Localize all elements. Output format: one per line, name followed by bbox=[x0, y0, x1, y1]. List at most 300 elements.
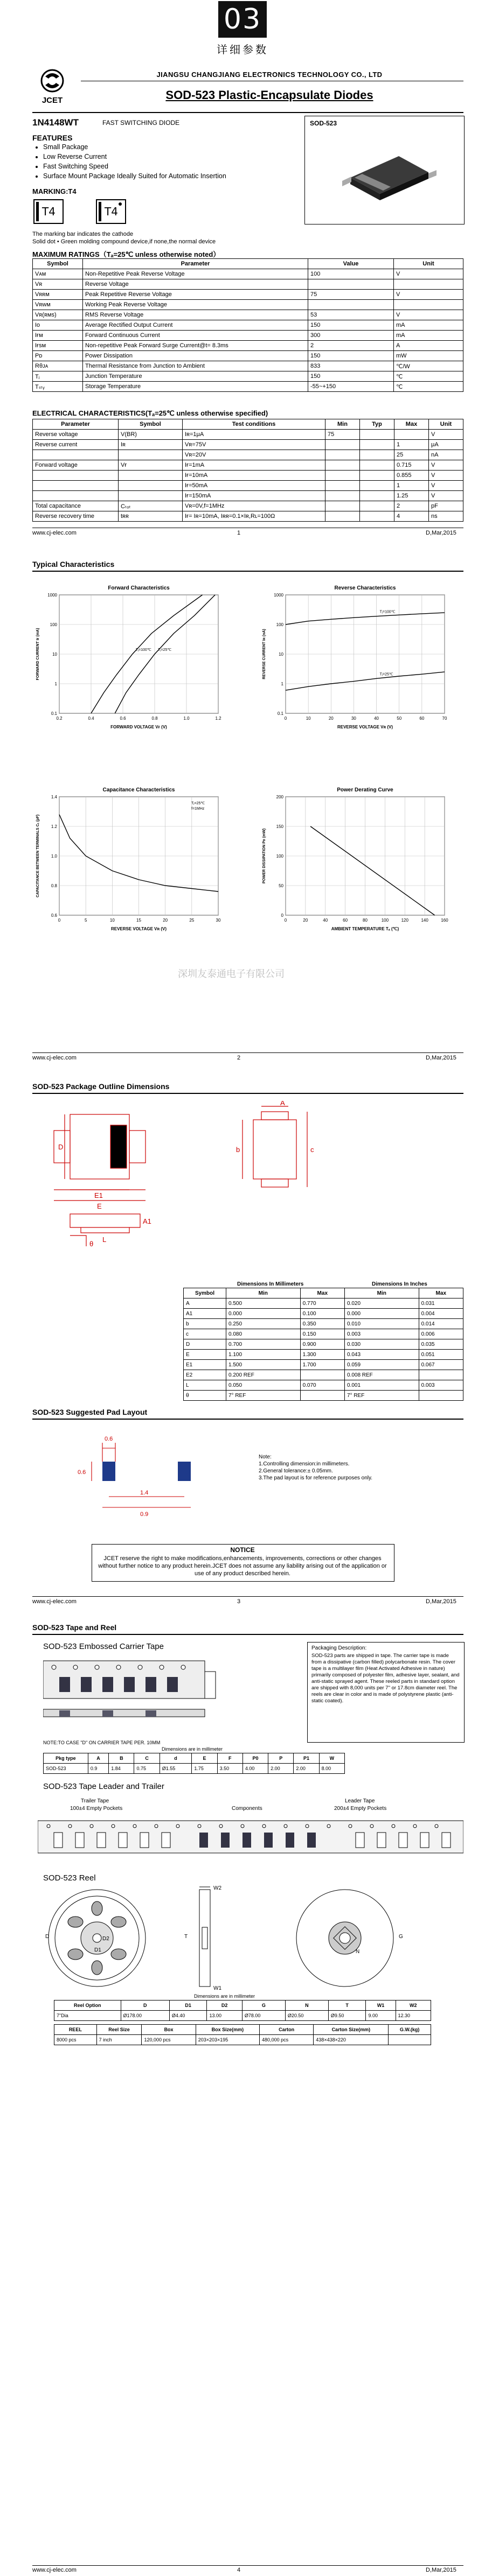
pad-dim: 1.4 bbox=[140, 1490, 149, 1496]
leader-sub: 200±4 Empty Pockets bbox=[334, 1806, 387, 1812]
feature-item: • Small Package bbox=[43, 142, 226, 152]
dim-label: L bbox=[102, 1236, 107, 1244]
table-cell: 150 bbox=[308, 351, 394, 361]
table-cell: 7° REF bbox=[344, 1391, 419, 1401]
table-cell: 0.000 bbox=[344, 1309, 419, 1319]
table-cell bbox=[389, 2035, 431, 2045]
tape-dim-header: Dimensions are in millimeter bbox=[162, 1746, 223, 1752]
max-rating-row bbox=[33, 382, 463, 392]
table-cell: Reel Option bbox=[54, 2001, 121, 2011]
logo-badge: 03 bbox=[218, 1, 267, 38]
x-tick-label: 0 bbox=[58, 918, 61, 923]
table-cell: 1.100 bbox=[226, 1350, 301, 1360]
reel-dim: W1 bbox=[213, 1985, 221, 1991]
leader-label: Leader Tape bbox=[345, 1798, 375, 1804]
pad-layout-drawing bbox=[70, 1432, 242, 1524]
table-cell: 75 bbox=[325, 430, 360, 440]
dim-label: E bbox=[97, 1202, 102, 1210]
table-cell: 0.855 bbox=[394, 471, 429, 481]
table-cell: 0.004 bbox=[419, 1309, 463, 1319]
y-axis-label: REVERSE CURRENT Iʀ (nA) bbox=[262, 629, 266, 679]
table-cell: D1 bbox=[169, 2001, 207, 2011]
table-cell: Vғ bbox=[119, 460, 183, 471]
table-cell: 1.500 bbox=[226, 1360, 301, 1370]
leader-trailer-drawing bbox=[38, 1815, 463, 1864]
table-cell: 8.00 bbox=[319, 1764, 344, 1774]
max-rating-row bbox=[33, 351, 463, 361]
table-cell: mA bbox=[394, 320, 463, 331]
x-tick-label: 140 bbox=[421, 918, 428, 923]
table-cell: ns bbox=[429, 511, 463, 522]
table-cell: 100 bbox=[308, 269, 394, 279]
y-axis-label: CAPACITANCE BETWEEN TERMINALS Cₜ (pF) bbox=[36, 815, 40, 897]
elec-char-table: Parameter Symbol Test conditions Min Typ Max Unit Reverse voltage V(BR) Iʀ=1μA 75 V Reverse current Iʀ Vʀ=75V 1 μA Vʀ=20V 25 nA Forward voltage Vғ Iғ=1mA 0.715 V Iғ=10mA 0.855 V Iғ=50mA 1 V Iғ=150mA 1.25 V Total capacitance Cₜₒₜ Vʀ=0V,f=1MHz 2 pF Reverse recovery time tʀʀ Iғ= Iʀ=10mA, Iʀʀ=0.1×Iʀ,Rʟ=100Ω 4 ns bbox=[32, 419, 463, 522]
elec-char-row bbox=[33, 491, 463, 501]
table-cell: V bbox=[429, 430, 463, 440]
table-cell: Cₜₒₜ bbox=[119, 501, 183, 511]
table-cell: Pᴅ bbox=[33, 351, 83, 361]
table-cell bbox=[360, 501, 394, 511]
x-tick-label: 0.4 bbox=[88, 716, 94, 721]
table-cell: Non-Repetitive Peak Reverse Voltage bbox=[83, 269, 308, 279]
outline-dim-row bbox=[184, 1339, 463, 1350]
x-tick-label: 80 bbox=[363, 918, 368, 923]
table-cell: 0.250 bbox=[226, 1319, 301, 1329]
table-cell: G bbox=[242, 2001, 285, 2011]
dim-label: A bbox=[280, 1101, 285, 1107]
table-cell: ℃ bbox=[394, 382, 463, 392]
y-tick-label: 0.1 bbox=[277, 711, 283, 716]
table-cell: 0.030 bbox=[344, 1339, 419, 1350]
table-cell: mA bbox=[394, 331, 463, 341]
table-cell: A bbox=[88, 1753, 108, 1764]
outline-dim-row bbox=[184, 1370, 463, 1380]
table-cell bbox=[119, 471, 183, 481]
chart-title: Capacitance Characteristics bbox=[102, 787, 175, 793]
table-cell: 4.00 bbox=[242, 1764, 268, 1774]
reel-dim: D1 bbox=[94, 1947, 101, 1953]
dim-label: A1 bbox=[143, 1217, 151, 1225]
x-tick-label: 20 bbox=[328, 716, 334, 721]
table-cell bbox=[394, 430, 429, 440]
forward-characteristics-chart bbox=[32, 581, 226, 738]
x-tick-label: 0.2 bbox=[56, 716, 63, 721]
table-cell: SOD-523 bbox=[44, 1764, 88, 1774]
table-cell: Total capacitance bbox=[33, 501, 119, 511]
elec-char-row bbox=[33, 481, 463, 491]
table-cell: 1.75 bbox=[192, 1764, 217, 1774]
outline-dim-row bbox=[184, 1319, 463, 1329]
x-tick-label: 40 bbox=[374, 716, 379, 721]
power-derating-chart bbox=[259, 783, 453, 939]
table-cell: 480,000 pcs bbox=[260, 2035, 314, 2045]
footer-date: D,Mar,2015 bbox=[426, 530, 456, 536]
table-cell: T bbox=[328, 2001, 366, 2011]
table-cell: 833 bbox=[308, 361, 394, 371]
table-cell: Vʀʀᴍ bbox=[33, 290, 83, 300]
table-cell: P1 bbox=[294, 1753, 319, 1764]
table-cell: Forward voltage bbox=[33, 460, 119, 471]
table-cell: Ø1.55 bbox=[160, 1764, 192, 1774]
trailer-label: Trailer Tape bbox=[81, 1798, 109, 1804]
table-cell: 4 bbox=[394, 511, 429, 522]
table-cell: A bbox=[184, 1298, 226, 1309]
y-tick-label: 50 bbox=[279, 883, 283, 888]
elec-char-row bbox=[33, 471, 463, 481]
table-cell: W bbox=[319, 1753, 344, 1764]
table-cell: 0.75 bbox=[134, 1764, 160, 1774]
table-cell bbox=[33, 450, 119, 460]
elec-char-row bbox=[33, 450, 463, 460]
chart-annotation: Tⱼ=25℃ bbox=[191, 802, 205, 805]
table-cell: 0.900 bbox=[300, 1339, 344, 1350]
outline-dim-row bbox=[184, 1298, 463, 1309]
table-cell: Ø78.00 bbox=[242, 2011, 285, 2021]
table-cell: 0.067 bbox=[419, 1360, 463, 1370]
y-tick-label: 150 bbox=[276, 824, 283, 829]
table-cell: G.W.(kg) bbox=[389, 2025, 431, 2035]
table-cell: L bbox=[184, 1380, 226, 1391]
y-tick-label: 1.2 bbox=[51, 824, 57, 829]
y-tick-label: 1 bbox=[281, 682, 283, 686]
table-cell: μA bbox=[429, 440, 463, 450]
pad-notes: Note: 1.Controlling dimension:in millimeters. 2.General tolerance:± 0.05mm. 3.The pad layout is for reference purposes only. bbox=[259, 1454, 373, 1481]
trailer-sub: 100±4 Empty Pockets bbox=[70, 1806, 123, 1812]
table-cell: 7 inch bbox=[96, 2035, 142, 2045]
x-tick-label: 30 bbox=[216, 918, 221, 923]
table-cell bbox=[33, 491, 119, 501]
table-cell: Box bbox=[142, 2025, 196, 2035]
jcet-logo-icon bbox=[31, 69, 73, 99]
logo-subtitle: 详细参数 bbox=[217, 43, 268, 56]
table-cell: V(BR) bbox=[119, 430, 183, 440]
table-cell: 0.200 REF bbox=[226, 1370, 301, 1380]
series-line bbox=[286, 613, 445, 624]
x-tick-label: 30 bbox=[351, 716, 356, 721]
marking-code: T4 bbox=[105, 205, 118, 218]
table-cell: 1 bbox=[394, 481, 429, 491]
x-tick-label: 20 bbox=[303, 918, 308, 923]
chart-annotation: f=1MHz bbox=[191, 807, 205, 811]
table-cell bbox=[419, 1391, 463, 1401]
table-cell bbox=[419, 1370, 463, 1380]
table-cell: 2 bbox=[308, 341, 394, 351]
part-description: FAST SWITCHING DIODE bbox=[102, 119, 180, 127]
elec-char-row bbox=[33, 430, 463, 440]
table-cell: 0.051 bbox=[419, 1350, 463, 1360]
footer-page: 4 bbox=[237, 2567, 241, 2573]
y-tick-label: 10 bbox=[52, 652, 57, 657]
x-tick-label: 10 bbox=[109, 918, 115, 923]
table-cell: 0.059 bbox=[344, 1360, 419, 1370]
table-cell: 0.031 bbox=[419, 1298, 463, 1309]
table-cell bbox=[360, 491, 394, 501]
table-cell bbox=[308, 300, 394, 310]
table-cell: Ø4.40 bbox=[169, 2011, 207, 2021]
table-cell: Iғ=1mA bbox=[183, 460, 325, 471]
max-ratings-heading: MAXIMUM RATINGS（Tₐ=25℃ unless otherwise noted） bbox=[32, 250, 220, 258]
notice-title: NOTICE bbox=[230, 1546, 255, 1554]
dim-label: c bbox=[310, 1146, 314, 1154]
pad-dim: 0.6 bbox=[78, 1469, 86, 1476]
features-list bbox=[32, 142, 226, 181]
reel-dim: D bbox=[45, 1934, 50, 1940]
table-cell bbox=[325, 501, 360, 511]
table-cell: Pkg type bbox=[44, 1753, 88, 1764]
table-cell: d bbox=[160, 1753, 192, 1764]
table-cell: Iғ= Iʀ=10mA, Iʀʀ=0.1×Iʀ,Rʟ=100Ω bbox=[183, 511, 325, 522]
table-cell bbox=[360, 440, 394, 450]
x-axis-label: REVERSE VOLTAGE Vʀ (V) bbox=[110, 926, 167, 931]
reel-dim-header: Dimensions are in millimeter bbox=[194, 1994, 255, 1999]
table-cell: ℃ bbox=[394, 371, 463, 382]
footer-site[interactable]: www.cj-elec.com bbox=[32, 1598, 77, 1605]
capacitance-chart bbox=[32, 783, 226, 939]
table-cell: 13.00 bbox=[207, 2011, 242, 2021]
marking-note: The marking bar indicates the cathode Solid dot • Green molding compound device,if none,the normal device bbox=[32, 231, 216, 245]
footer-date: D,Mar,2015 bbox=[426, 1055, 456, 1061]
table-cell: Ø178.00 bbox=[121, 2011, 169, 2021]
footer-site[interactable]: www.cj-elec.com bbox=[32, 530, 77, 536]
table-cell: Carton bbox=[260, 2025, 314, 2035]
table-cell: Vʀ bbox=[33, 279, 83, 290]
table-cell: E bbox=[192, 1753, 217, 1764]
series-label: Tⱼ=100℃ bbox=[379, 610, 396, 614]
table-cell: c bbox=[184, 1329, 226, 1339]
elec-char-row bbox=[33, 511, 463, 522]
footer-date: D,Mar,2015 bbox=[426, 2567, 456, 2573]
features-heading: FEATURES bbox=[32, 134, 73, 142]
table-cell: 1.700 bbox=[300, 1360, 344, 1370]
x-tick-label: 15 bbox=[136, 918, 141, 923]
table-cell: E2 bbox=[184, 1370, 226, 1380]
carrier-tape-table bbox=[43, 1753, 345, 1774]
table-cell: D bbox=[121, 2001, 169, 2011]
table-cell: 0.500 bbox=[226, 1298, 301, 1309]
footer-site[interactable]: www.cj-elec.com bbox=[32, 2567, 77, 2573]
table-cell: V bbox=[429, 491, 463, 501]
table-cell: 0.020 bbox=[344, 1298, 419, 1309]
table-cell: 7° REF bbox=[226, 1391, 301, 1401]
series-label: Tⱼ=100℃ bbox=[135, 648, 151, 652]
table-cell bbox=[325, 471, 360, 481]
table-cell bbox=[394, 300, 463, 310]
table-cell: A1 bbox=[184, 1309, 226, 1319]
table-cell: Peak Repetitive Reverse Voltage bbox=[83, 290, 308, 300]
table-cell: Iʀ bbox=[119, 440, 183, 450]
reel-dim: D2 bbox=[102, 1936, 109, 1942]
table-cell: 0.350 bbox=[300, 1319, 344, 1329]
x-tick-label: 5 bbox=[84, 918, 87, 923]
outline-dim-row bbox=[184, 1380, 463, 1391]
y-tick-label: 1.0 bbox=[51, 854, 57, 859]
table-cell: Iғᴍ bbox=[33, 331, 83, 341]
x-tick-label: 120 bbox=[401, 918, 408, 923]
y-axis-label: FORWARD CURRENT Iғ (mA) bbox=[36, 628, 40, 680]
table-cell: Tⱼ bbox=[33, 371, 83, 382]
table-cell: C bbox=[134, 1753, 160, 1764]
x-tick-label: 0 bbox=[284, 918, 287, 923]
max-rating-row bbox=[33, 269, 463, 279]
components-label: Components bbox=[232, 1806, 262, 1812]
footer-page: 1 bbox=[237, 530, 241, 536]
table-cell: V bbox=[429, 481, 463, 491]
outline-dim-row bbox=[184, 1360, 463, 1370]
table-cell: Iғѕᴍ bbox=[33, 341, 83, 351]
table-cell: Vʀ=0V,f=1MHz bbox=[183, 501, 325, 511]
watermark: 深圳友泰通电子有限公司 bbox=[178, 968, 285, 980]
reel-dimensions-table bbox=[54, 2000, 431, 2021]
y-tick-label: 1 bbox=[54, 682, 57, 686]
table-cell: 75 bbox=[308, 290, 394, 300]
table-cell: 0.014 bbox=[419, 1319, 463, 1329]
table-cell: 0.003 bbox=[419, 1380, 463, 1391]
package-box-title: SOD-523 bbox=[310, 120, 337, 127]
table-cell: D2 bbox=[207, 2001, 242, 2011]
table-cell: nA bbox=[429, 450, 463, 460]
y-axis-label: POWER DISSIPATION Pᴅ (mW) bbox=[262, 828, 266, 884]
table-cell bbox=[325, 450, 360, 460]
y-tick-label: 10 bbox=[279, 652, 283, 657]
reel-dim: T bbox=[184, 1934, 188, 1940]
max-rating-row bbox=[33, 341, 463, 351]
table-cell: b bbox=[184, 1319, 226, 1329]
pad-dim: 0.9 bbox=[140, 1511, 149, 1518]
reverse-characteristics-chart bbox=[259, 581, 453, 738]
green-dot-icon bbox=[119, 202, 122, 206]
reel-title: SOD-523 Reel bbox=[43, 1873, 96, 1883]
table-cell: F bbox=[217, 1753, 242, 1764]
marking-diagram-green bbox=[96, 199, 126, 224]
table-cell: 0.700 bbox=[226, 1339, 301, 1350]
y-tick-label: 1.4 bbox=[51, 795, 57, 799]
table-cell: Reel Size bbox=[96, 2025, 142, 2035]
table-cell: B bbox=[109, 1753, 134, 1764]
max-rating-row bbox=[33, 300, 463, 310]
table-cell: Reverse recovery time bbox=[33, 511, 119, 522]
table-cell: 53 bbox=[308, 310, 394, 320]
y-tick-label: 0.8 bbox=[51, 883, 57, 888]
pad-dim: 0.6 bbox=[105, 1436, 113, 1442]
table-cell: V bbox=[429, 471, 463, 481]
table-cell: Iᴏ bbox=[33, 320, 83, 331]
table-cell bbox=[325, 481, 360, 491]
table-cell: 7"Dia bbox=[54, 2011, 121, 2021]
table-cell: 0.9 bbox=[88, 1764, 108, 1774]
table-cell: 0.100 bbox=[300, 1309, 344, 1319]
x-axis-label: REVERSE VOLTAGE Vʀ (V) bbox=[337, 725, 393, 729]
table-cell: 0.000 bbox=[226, 1309, 301, 1319]
reel-dim: N bbox=[356, 1949, 360, 1955]
marking-diagram-normal bbox=[33, 199, 64, 224]
y-tick-label: 200 bbox=[276, 795, 283, 799]
x-tick-label: 50 bbox=[397, 716, 402, 721]
table-cell bbox=[33, 471, 119, 481]
x-tick-label: 1.0 bbox=[183, 716, 190, 721]
table-cell: 8000 pcs bbox=[54, 2035, 97, 2045]
table-cell: 0.001 bbox=[344, 1380, 419, 1391]
chart-title: Forward Characteristics bbox=[108, 585, 170, 591]
table-cell: 0.003 bbox=[344, 1329, 419, 1339]
table-cell: Non-repetitive Peak Forward Surge Current@t= 8.3ms bbox=[83, 341, 308, 351]
table-cell: Reverse Voltage bbox=[83, 279, 308, 290]
table-cell: Tₛₜᵧ bbox=[33, 382, 83, 392]
table-cell bbox=[360, 481, 394, 491]
elec-char-row bbox=[33, 440, 463, 450]
table-cell: 1.300 bbox=[300, 1350, 344, 1360]
table-cell: W2 bbox=[396, 2001, 431, 2011]
x-axis-label: FORWARD VOLTAGE Vғ (V) bbox=[110, 725, 167, 729]
table-cell: Reverse current bbox=[33, 440, 119, 450]
footer-site[interactable]: www.cj-elec.com bbox=[32, 1055, 77, 1061]
outline-table-mm-title: Dimensions In Millimeters bbox=[237, 1281, 304, 1287]
max-ratings-table: Symbol Parameter Value Unit Vᴀᴍ Non-Repetitive Peak Reverse Voltage 100 V Vʀ Reverse Voltage Vʀʀᴍ Peak Repetitive Reverse Voltage 75 V Vʀᴡᴍ Working Peak Reverse Voltage Vʀ(ʀᴍѕ) RMS Reverse Voltage 53 V Iᴏ Average Rectified Output Current 150 mA Iғᴍ Forward Continuous Current 300 mA Iғѕᴍ Non-repetitive Peak Forward Surge Current@t= 8.3ms 2 A Pᴅ Power Dissipation 150 mW Rθᴊᴀ Thermal Resistance from Junction to Ambient 833 ℃/W Tⱼ Junction Temperature 150 ℃ Tₛₜᵧ Storage Temperature -55~+150 ℃ bbox=[32, 258, 463, 392]
table-cell: 0.010 bbox=[344, 1319, 419, 1329]
table-cell: Carton Size(mm) bbox=[314, 2025, 389, 2035]
table-cell: Thermal Resistance from Junction to Ambient bbox=[83, 361, 308, 371]
table-cell bbox=[360, 471, 394, 481]
table-cell: Junction Temperature bbox=[83, 371, 308, 382]
table-cell: E1 bbox=[184, 1360, 226, 1370]
table-cell: 9.00 bbox=[366, 2011, 396, 2021]
table-cell: Forward Continuous Current bbox=[83, 331, 308, 341]
max-rating-row bbox=[33, 310, 463, 320]
packaging-description-title: Packaging Description: bbox=[311, 1645, 367, 1651]
table-cell: Working Peak Reverse Voltage bbox=[83, 300, 308, 310]
elec-char-row bbox=[33, 501, 463, 511]
outline-dim-row bbox=[184, 1350, 463, 1360]
x-tick-label: 40 bbox=[323, 918, 328, 923]
table-cell: 0.006 bbox=[419, 1329, 463, 1339]
table-cell: P0 bbox=[242, 1753, 268, 1764]
y-tick-label: 1000 bbox=[47, 593, 57, 598]
table-cell: E bbox=[184, 1350, 226, 1360]
table-cell: Ø20.50 bbox=[285, 2011, 328, 2021]
table-cell: Power Dissipation bbox=[83, 351, 308, 361]
max-rating-row bbox=[33, 290, 463, 300]
max-rating-row bbox=[33, 331, 463, 341]
table-cell: Iғ=10mA bbox=[183, 471, 325, 481]
y-tick-label: 0 bbox=[281, 913, 283, 918]
max-rating-row bbox=[33, 361, 463, 371]
x-tick-label: 0.8 bbox=[151, 716, 158, 721]
company-name: JIANGSU CHANGJIANG ELECTRONICS TECHNOLOGY CO., LTD bbox=[156, 71, 383, 79]
y-tick-label: 100 bbox=[276, 622, 283, 627]
x-tick-label: 60 bbox=[343, 918, 348, 923]
feature-item: • Low Reverse Current bbox=[43, 152, 226, 162]
table-cell: 12.30 bbox=[396, 2011, 431, 2021]
y-tick-label: 100 bbox=[50, 622, 57, 627]
table-cell bbox=[394, 279, 463, 290]
outline-dimensions-table: Symbol Min Max Min Max A 0.500 0.770 0.020 0.031 A1 0.000 0.100 0.000 0.004 b 0.250 0.350 0.010 0.014 c 0.080 0.150 0.003 0.006 D 0.700 0.900 0.030 0.035 E 1.100 1.300 0.043 0.051 E1 1.500 1.700 0.059 0.067 E2 0.200 REF 0.008 REF L 0.050 0.070 0.001 0.003 θ 7° REF 7° REF bbox=[183, 1288, 463, 1401]
max-rating-row bbox=[33, 279, 463, 290]
table-cell: V bbox=[394, 269, 463, 279]
outline-dim-row bbox=[184, 1391, 463, 1401]
carrier-tape-drawing bbox=[43, 1655, 221, 1736]
outline-dim-row bbox=[184, 1309, 463, 1319]
table-cell: Rθᴊᴀ bbox=[33, 361, 83, 371]
x-tick-label: 60 bbox=[419, 716, 425, 721]
table-cell: 150 bbox=[308, 371, 394, 382]
notice-body: JCET reserve the right to make modifications,enhancements, improvements, corrections or other changes without further notice to any product herein.JCET does not assume any liability arising out of the application or use of any product described herein. bbox=[98, 1555, 387, 1577]
table-cell: REEL bbox=[54, 2025, 97, 2035]
table-cell bbox=[119, 481, 183, 491]
brand-name: JCET bbox=[41, 96, 63, 105]
table-cell: 0.050 bbox=[226, 1380, 301, 1391]
table-cell bbox=[360, 430, 394, 440]
table-cell: V bbox=[394, 290, 463, 300]
table-cell bbox=[360, 450, 394, 460]
